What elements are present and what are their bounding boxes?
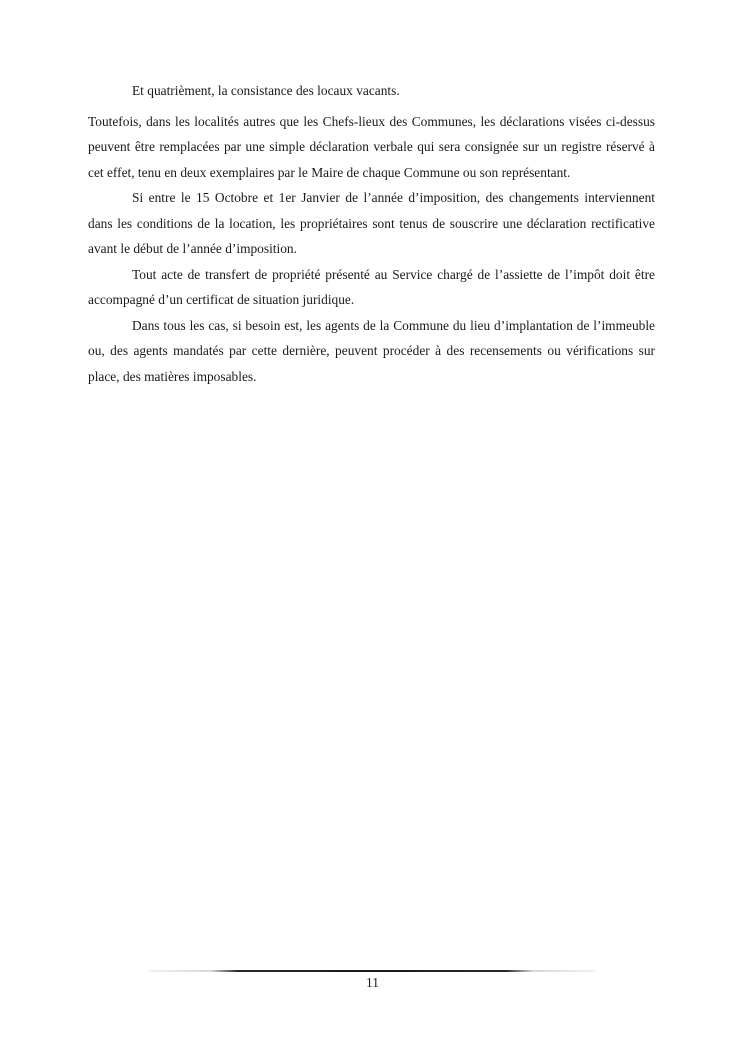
paragraph-locaux-vacants: Et quatrièment, la consistance des locaux vacants. [132,83,400,98]
paragraph-transfert-propriete: Tout acte de transfert de propriété présenté au Service chargé de l’assiette de l’impôt doit être accompagné d’un certificat de situation juridique. [88,266,655,307]
paragraph-recensements: Dans tous les cas, si besoin est, les agents de la Commune du lieu d’implantation de l’immeuble ou, des agents mandatés par cette dernière, peuvent procéder à des recensements ou vérifications sur place, des matières imposables. [88,317,655,384]
paragraph-declaration-verbale: Toutefois, dans les localités autres que les Chefs-lieux des Communes, les déclarations visées ci-dessus peuvent être remplacées par une simple déclaration verbale qui sera consignée sur un registre réservé à cet effet, tenu en deux exemplaires par le Maire de chaque Commune ou son représentant. [88,113,655,180]
footer-divider [148,970,596,972]
paragraph-declaration-rectificative: Si entre le 15 Octobre et 1er Janvier de l’année d’imposition, des changements interviennent dans les conditions de la location, les propriétaires sont tenus de souscrire une déclaration rectificative avant le début de l’année d’imposition. [88,190,655,256]
page-number: 11 [366,975,379,990]
document-body [88,78,655,389]
